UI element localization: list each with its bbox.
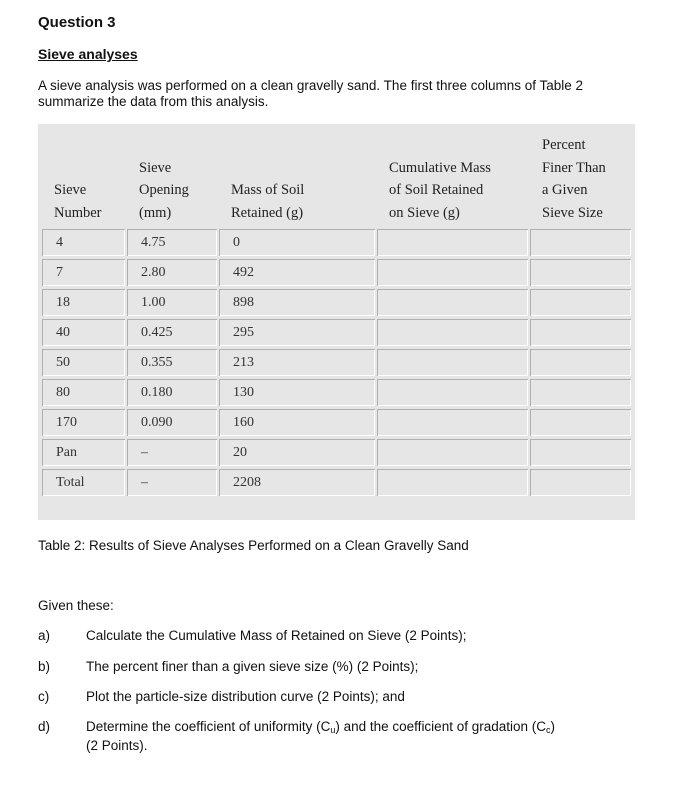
table-body [38,227,635,527]
table-cell [530,259,631,286]
header-sieve-opening [139,157,189,224]
table-cell: – [127,439,217,466]
table-cell [530,379,631,406]
table-cell: 18 [42,289,125,316]
task-label: c) [38,689,50,704]
task-label: a) [38,628,51,643]
table-cell: 213 [219,349,375,376]
table-cell: 0 [219,229,375,256]
table-cell [530,349,631,376]
table-cell [377,409,528,436]
subscript-c: c [546,725,551,735]
table-cell: 50 [42,349,125,376]
table-cell: – [127,469,217,496]
table-cell: 0.425 [127,319,217,346]
header-line: Sieve [54,182,87,199]
table-header [38,124,635,227]
intro-paragraph: A sieve analysis was performed on a clean gravelly sand. The first three columns of Table 2 summarize the data from this analysis. [38,78,584,109]
header-line: Cumulative Mass [389,159,491,176]
table-row [38,257,635,287]
header-line: Finer Than [542,159,606,176]
table-cell [530,469,631,496]
section-title: Sieve analyses [38,46,138,62]
table-cell: 295 [219,319,375,346]
task-text-line2: (2 Points). [86,738,148,753]
table-cell: Pan [42,439,125,466]
header-mass-retained [231,179,304,224]
header-line: Percent [542,137,586,154]
table-cell [377,379,528,406]
table-cell [377,349,528,376]
table-caption: Table 2: Results of Sieve Analyses Performed on a Clean Gravelly Sand [38,538,469,553]
table-cell [377,439,528,466]
table-cell [377,289,528,316]
table-cell: 160 [219,409,375,436]
header-line: of Soil Retained [389,182,484,199]
header-line: Opening [139,182,189,199]
header-line: Mass of Soil [231,182,305,199]
table-row [38,347,635,377]
table-row [38,377,635,407]
table-row [38,467,635,497]
task-label: d) [38,719,51,734]
table-row [38,407,635,437]
table-cell: Total [42,469,125,496]
table-row [38,287,635,317]
table-cell: 80 [42,379,125,406]
header-percent-finer [542,134,606,224]
table-cell [377,469,528,496]
table-row [38,437,635,467]
header-line: Sieve [139,159,172,176]
task-label: b) [38,659,51,674]
table-cell [530,319,631,346]
table-cell: 20 [219,439,375,466]
table-cell [530,289,631,316]
table-cell: 130 [219,379,375,406]
table-footer-band [38,497,635,527]
table-row [38,317,635,347]
table-row [38,227,635,257]
table-cell: 0.180 [127,379,217,406]
table-cell: 7 [42,259,125,286]
header-line: on Sieve (g) [389,204,460,221]
table-cell: 40 [42,319,125,346]
question-title: Question 3 [38,14,116,31]
header-line: (mm) [139,204,172,221]
header-line: Sieve Size [542,204,603,221]
table-cell [530,439,631,466]
header-line: Retained (g) [231,204,304,221]
table-cell: 0.355 [127,349,217,376]
given-label: Given these: [38,598,114,613]
task-text: Calculate the Cumulative Mass of Retained on Sieve (2 Points); [86,628,467,643]
header-line: Number [54,204,102,221]
task-text: The percent finer than a given sieve size (%) (2 Points); [86,659,419,674]
task-text-part: ) and the coefficient of gradation (C [335,719,547,734]
table-cell [377,319,528,346]
table-cell: 2.80 [127,259,217,286]
table-cell [530,229,631,256]
table-cell [377,229,528,256]
table-cell: 492 [219,259,375,286]
table-cell: 4.75 [127,229,217,256]
header-cumulative-mass [389,157,491,224]
table-cell: 4 [42,229,125,256]
table-cell: 898 [219,289,375,316]
table-cell [377,259,528,286]
header-line: a Given [542,182,588,199]
task-text-part: Determine the coefficient of uniformity (C [86,719,331,734]
table-cell: 0.090 [127,409,217,436]
task-text: Plot the particle-size distribution curve (2 Points); and [86,689,405,704]
table-cell: 2208 [219,469,375,496]
subscript-u: u [330,725,336,735]
header-sieve-number [54,179,102,224]
table-cell [530,409,631,436]
table-cell: 1.00 [127,289,217,316]
table-cell: 170 [42,409,125,436]
task-text-part: ) [550,719,556,734]
sieve-table [38,124,635,520]
task-text [86,719,626,754]
